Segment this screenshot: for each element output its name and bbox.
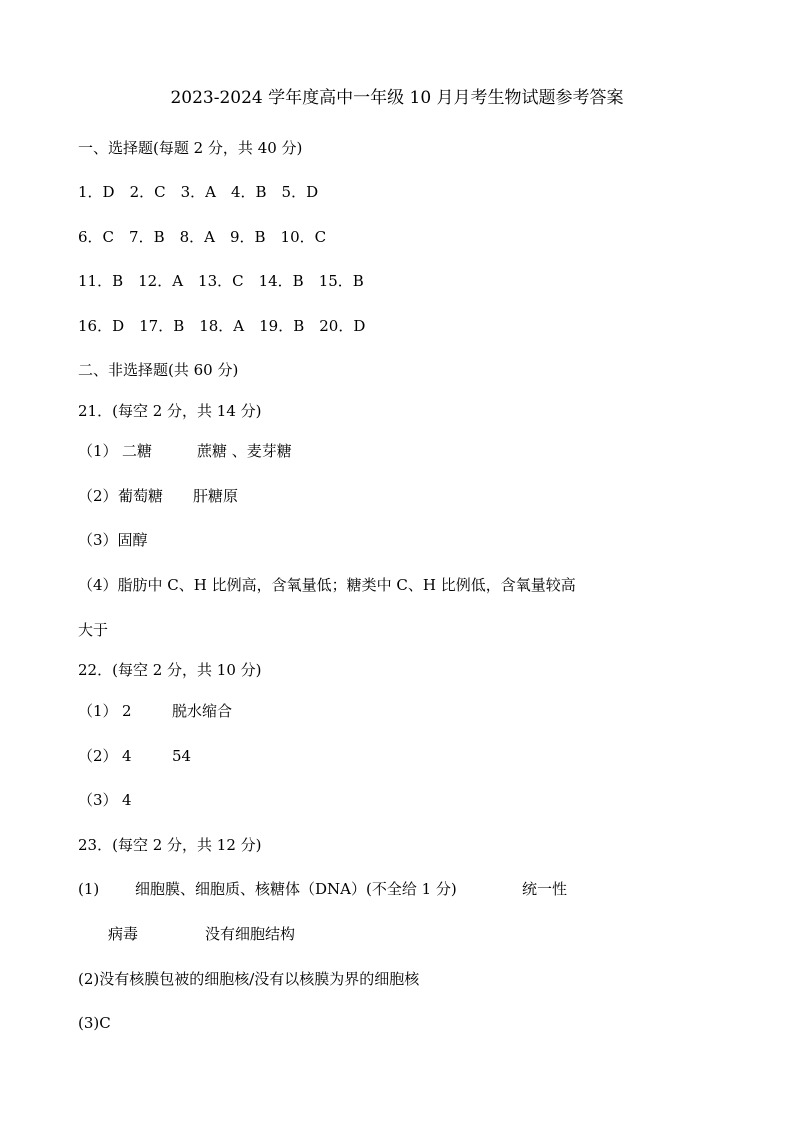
q23-part3: (3)C: [78, 1014, 111, 1032]
q21-heading: 21．(每空 2 分，共 14 分): [78, 402, 262, 420]
q21-part3: （3）固醇: [78, 531, 148, 549]
q22-part2-answer-a: 4: [122, 747, 132, 765]
q21-part1-answer-b: 蔗糖 、麦芽糖: [197, 442, 292, 460]
q21-part2-answer-b: 肝糖原: [193, 487, 239, 505]
section2-heading: 二、非选择题(共 60 分): [78, 361, 239, 379]
q23-part1-label: (1): [78, 880, 100, 898]
q22-part3: [78, 790, 132, 810]
q23-part1-answer-d: 没有细胞结构: [205, 925, 296, 943]
q23-part2: (2)没有核膜包被的细胞核/没有以核膜为界的细胞核: [78, 970, 420, 988]
page-title: 2023-2024 学年度高中一年级 10 月月考生物试题参考答案: [170, 88, 624, 108]
q23-part1-answer-c: 病毒: [108, 925, 139, 943]
q21-part2-label: （2）: [78, 487, 118, 505]
q23-heading: 23．(每空 2 分，共 12 分): [78, 836, 262, 854]
q23-part1: [78, 879, 567, 899]
choice-answers-row-1: 1．D 2．C 3．A 4．B 5．D: [78, 183, 319, 201]
q22-part1-label: （1）: [78, 702, 118, 720]
q22-part1: [78, 701, 232, 721]
q23-part1-continued: [108, 924, 295, 944]
q21-part2-answer-a: 葡萄糖: [118, 487, 164, 505]
choice-answers-row-2: 6．C 7．B 8．A 9．B 10．C: [78, 228, 327, 246]
q22-part3-answer-a: 4: [122, 791, 132, 809]
q22-heading: 22．(每空 2 分，共 10 分): [78, 661, 262, 679]
q22-part2-label: （2）: [78, 747, 118, 765]
q21-part1-label: （1）: [78, 442, 118, 460]
q22-part2-answer-b: 54: [172, 747, 192, 765]
q21-part4-continued: 大于: [78, 621, 109, 639]
q21-part1-answer-a: 二糖: [122, 442, 153, 460]
q22-part1-answer-a: 2: [122, 702, 132, 720]
q23-part1-answer-a: 细胞膜、细胞质、核糖体（DNA）(不全给 1 分): [135, 880, 457, 898]
q21-part4: （4）脂肪中 C、H 比例高，含氧量低；糖类中 C、H 比例低，含氧量较高: [78, 576, 576, 594]
q23-part1-answer-b: 统一性: [522, 880, 568, 898]
q22-part1-answer-b: 脱水缩合: [172, 702, 233, 720]
q21-part1: [78, 441, 292, 461]
choice-answers-row-3: 11．B 12．A 13．C 14．B 15．B: [78, 272, 364, 290]
choice-answers-row-4: 16．D 17．B 18．A 19．B 20．D: [78, 317, 366, 335]
q21-part2: [78, 486, 238, 506]
q22-part3-label: （3）: [78, 791, 118, 809]
q22-part2: [78, 746, 191, 766]
section1-heading: 一、选择题(每题 2 分，共 40 分): [78, 139, 303, 157]
